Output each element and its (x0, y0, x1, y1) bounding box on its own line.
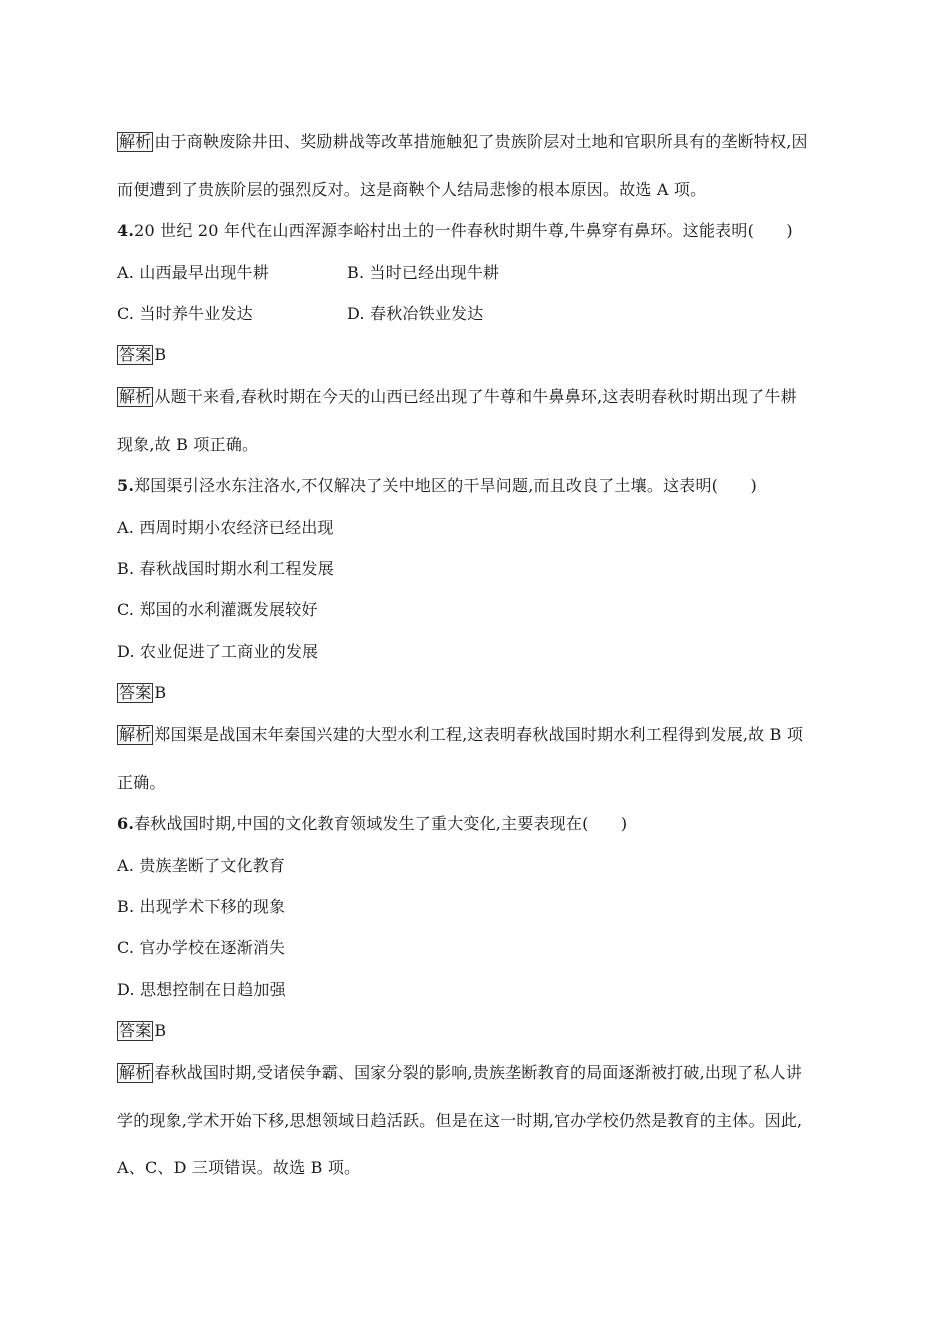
analysis-line-2: 学的现象,学术开始下移,思想领域日趋活跃。但是在这一时期,官办学校仍然是教育的主体。因此, (117, 1111, 803, 1130)
analysis-text: 从题干来看,春秋时期在今天的山西已经出现了牛尊和牛鼻鼻环,这表明春秋时期出现了牛耕 (154, 387, 797, 406)
option-d: D. 农业促进了工商业的发展 (117, 642, 319, 661)
analysis-text: 郑国渠是战国末年秦国兴建的大型水利工程,这表明春秋战国时期水利工程得到发展,故 B 项 (154, 725, 804, 744)
question-text: 郑国渠引泾水东注洛水,不仅解决了关中地区的干旱问题,而且改良了土壤。这表明( ) (134, 476, 757, 495)
question-number: 6. (117, 814, 135, 833)
question-5-stem (117, 475, 757, 497)
analysis-text: 春秋战国时期,受诸侯争霸、国家分裂的影响,贵族垄断教育的局面逐渐被打破,出现了私人讲 (154, 1063, 803, 1082)
option-c: C. 郑国的水利灌溉发展较好 (117, 600, 318, 619)
analysis-line-2: 现象,故 B 项正确。 (117, 435, 259, 454)
question-text: 20 世纪 20 年代在山西浑源李峪村出土的一件春秋时期牛尊,牛鼻穿有鼻环。这能表明( ) (134, 221, 793, 240)
option-b: B. 春秋战国时期水利工程发展 (117, 559, 334, 578)
question-4-stem (117, 220, 793, 242)
option-a: A. 山西最早出现牛耕 (117, 263, 269, 282)
analysis-line-1 (117, 1062, 802, 1084)
option-c: C. 官办学校在逐渐消失 (117, 938, 286, 957)
answer-line (117, 1020, 166, 1042)
analysis-text: 由于商鞅废除井田、奖励耕战等改革措施触犯了贵族阶层对土地和官职所具有的垄断特权,因 (154, 132, 808, 151)
option-d: D. 思想控制在日趋加强 (117, 980, 286, 999)
option-d: D. 春秋冶铁业发达 (347, 304, 484, 323)
answer-value: B (154, 683, 167, 702)
option-b: B. 出现学术下移的现象 (117, 897, 286, 916)
analysis-line-1 (117, 386, 797, 408)
answer-tag: 答案 (119, 1021, 152, 1040)
analysis-tag: 解析 (119, 1063, 152, 1082)
analysis-line-3: A、C、D 三项错误。故选 B 项。 (117, 1158, 361, 1177)
answer-line (117, 682, 166, 704)
answer-line (117, 344, 166, 366)
question-6-stem (117, 813, 627, 835)
question-number: 4. (117, 221, 135, 240)
prev-analysis-line-1 (117, 131, 808, 153)
option-c: C. 当时养牛业发达 (117, 304, 253, 323)
answer-value: B (154, 1021, 167, 1040)
question-text: 春秋战国时期,中国的文化教育领域发生了重大变化,主要表现在( ) (134, 814, 628, 833)
answer-tag: 答案 (119, 345, 152, 364)
option-a: A. 贵族垄断了文化教育 (117, 856, 286, 875)
analysis-tag: 解析 (119, 132, 152, 151)
analysis-tag: 解析 (119, 725, 152, 744)
analysis-tag: 解析 (119, 387, 152, 406)
option-a: A. 西周时期小农经济已经出现 (117, 518, 334, 537)
question-number: 5. (117, 476, 135, 495)
option-b: B. 当时已经出现牛耕 (347, 263, 500, 282)
analysis-line-2: 正确。 (117, 773, 166, 792)
analysis-line-1 (117, 724, 803, 746)
answer-value: B (154, 345, 167, 364)
answer-tag: 答案 (119, 683, 152, 702)
prev-analysis-line-2: 而便遭到了贵族阶层的强烈反对。这是商鞅个人结局悲惨的根本原因。故选 A 项。 (117, 180, 707, 199)
